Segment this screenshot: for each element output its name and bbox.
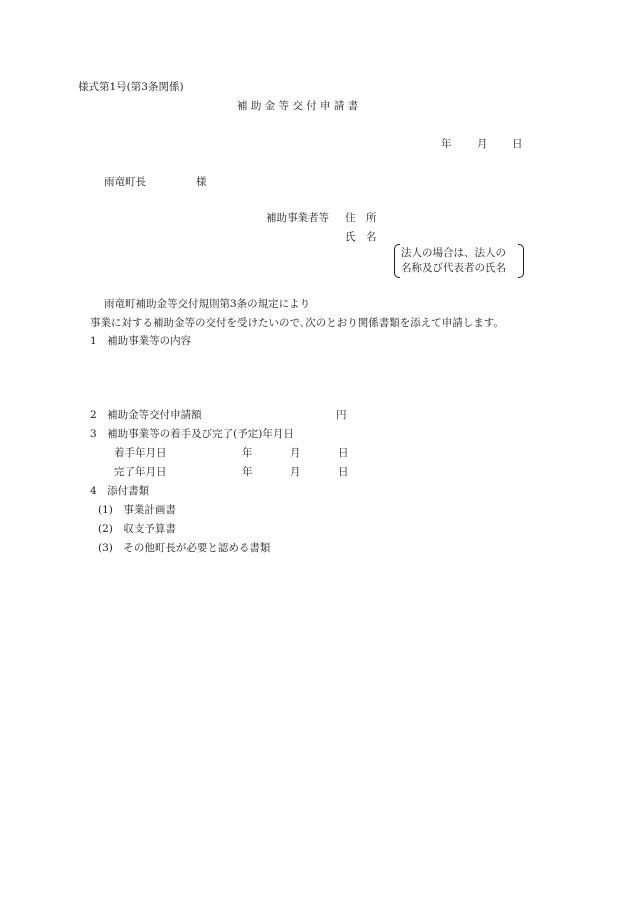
- addressee-honorific: 様: [196, 176, 207, 188]
- left-bracket: [394, 244, 400, 278]
- page-title: 補 助 金 等 交 付 申 請 書: [237, 100, 359, 112]
- attachment-item: (3) その他町長が必要と認める書類: [98, 542, 271, 554]
- corporate-note-line1: 法人の場合は、法人の: [401, 247, 506, 259]
- date-year: 年: [441, 138, 452, 150]
- item2-heading: 2 補助金等交付申請額: [90, 409, 202, 421]
- corporate-note-line2: 名称及び代表者の氏名: [401, 262, 506, 274]
- item2-unit: 円: [336, 409, 347, 421]
- end-month: 月: [290, 466, 301, 478]
- form-number: 様式第1号(第3条関係): [78, 81, 184, 93]
- body-line2: 事業に対する補助金等の交付を受けたいので､次のとおり関係書類を添えて申請します。: [90, 317, 504, 329]
- start-date-label: 着手年月日: [114, 447, 167, 459]
- body-line1: 雨竜町補助金等交付規則第3条の規定により: [104, 298, 311, 310]
- item3-heading: 3 補助事業等の着手及び完了(予定)年月日: [90, 428, 294, 440]
- corporate-note: [394, 244, 524, 278]
- start-month: 月: [290, 447, 301, 459]
- addressee-name: 雨竜町長: [104, 176, 146, 188]
- applicant-address-label: 住 所: [345, 212, 377, 224]
- start-year: 年: [242, 447, 253, 459]
- end-year: 年: [242, 466, 253, 478]
- applicant-name-label: 氏 名: [345, 231, 377, 243]
- item1-heading: 1 補助事業等の内容: [90, 335, 192, 347]
- date-day: 日: [512, 138, 523, 150]
- end-date-label: 完了年月日: [114, 466, 167, 478]
- date-month: 月: [477, 138, 488, 150]
- applicant-role-label: 補助事業者等: [266, 212, 329, 224]
- start-day: 日: [338, 447, 349, 459]
- attachment-item: (1) 事業計画書: [98, 504, 176, 516]
- end-day: 日: [338, 466, 349, 478]
- right-bracket: [518, 244, 524, 278]
- attachment-item: (2) 収支予算書: [98, 523, 176, 535]
- item4-heading: 4 添付書類: [90, 485, 150, 497]
